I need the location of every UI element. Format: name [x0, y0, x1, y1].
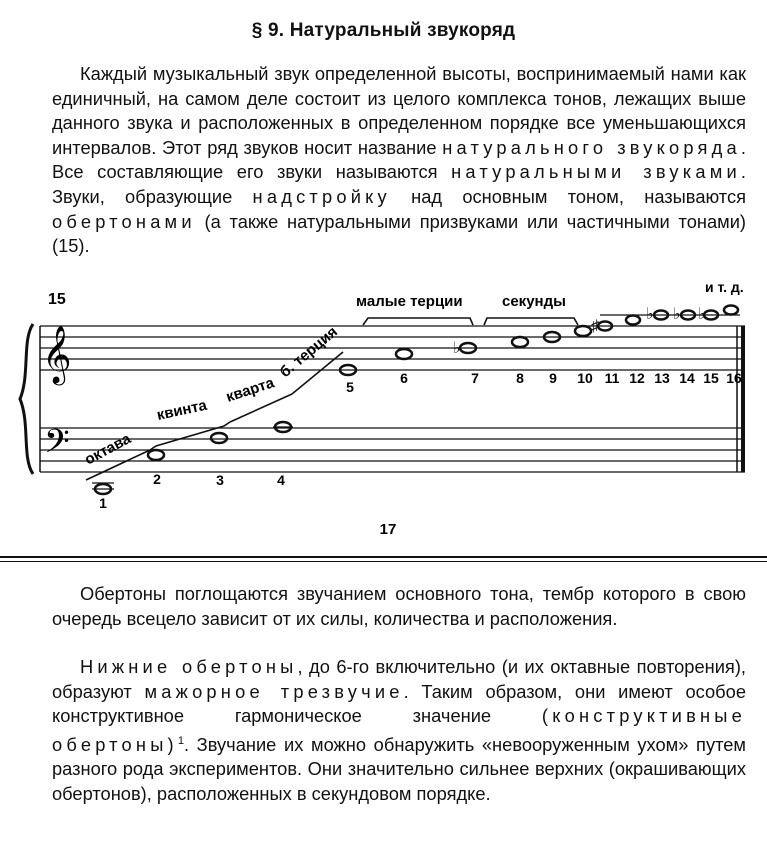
treble-staff [40, 326, 745, 370]
page-divider-top [0, 556, 767, 558]
figure-number: 17 [379, 521, 397, 538]
harmonic-number: 8 [516, 370, 524, 386]
label-major-third: б. терция [276, 323, 341, 382]
harmonic-number: 13 [654, 370, 670, 386]
note-16 [724, 306, 738, 315]
label-minor-thirds: малые терции [356, 293, 463, 310]
note-3 [211, 433, 227, 443]
interval-labels [82, 293, 566, 469]
bass-staff [40, 428, 745, 472]
footnote-marker: 1 [177, 734, 184, 747]
music-example [0, 280, 767, 540]
spaced-term-natural-scale: натурального звукоряда [442, 136, 741, 158]
spaced-term-major-triad: мажорное трезвучие [144, 680, 404, 702]
harmonic-number: 5 [346, 379, 354, 395]
harmonic-number: 4 [277, 472, 285, 488]
harmonic-number: 12 [629, 370, 645, 386]
harmonic-number: 6 [400, 370, 408, 386]
spaced-term-constructive: (конструктивные обертоны) [52, 705, 746, 755]
harmonic-number: 14 [679, 370, 695, 386]
paragraph-intro [52, 62, 746, 259]
ending-label: и т. д. [705, 280, 744, 295]
note-2 [148, 450, 164, 460]
flat-icon: ♭ [453, 340, 461, 357]
note-6 [396, 349, 412, 359]
text-run: над основным тоном, называются [390, 185, 746, 207]
label-fourth: кварта [223, 374, 277, 406]
text-run: (а также натуральными призвуками или частичными тонами) (15). [52, 210, 746, 257]
flat-icon: ♭ [698, 306, 706, 323]
spaced-term-superstructure: надстройку [252, 185, 391, 207]
harmonic-number: 10 [577, 370, 593, 386]
harmonic-number: 9 [549, 370, 557, 386]
spaced-term-natural-sounds: натуральными звуками [451, 161, 741, 183]
harmonic-number: 15 [703, 370, 719, 386]
paragraph-lower-overtones [52, 655, 746, 807]
text-run: , до 6-го включительно (и их октавные повторения), образуют [52, 656, 746, 702]
flat-icon: ♭ [646, 306, 654, 323]
text-run: Каждый музыкальный звук определенной высоты, воспринимаемый нами как единичный, на самом деле состоит из целого комплекса тонов, лежащих выше данного звука и расположенных в определенном порядке все уменьшающихся интервалов. Этот ряд звуков носит название [52, 63, 746, 158]
paragraph-overtones: Обертоны поглощаются звучанием основного тона, тембр которого в свою очередь всецело зависит от их силы, количества и расположения. [52, 583, 746, 629]
label-seconds: секунды [502, 293, 566, 310]
label-fifth: квинта [155, 396, 209, 424]
note-12 [626, 316, 640, 325]
note-8 [512, 337, 528, 347]
treble-clef-icon: 𝄞 [42, 326, 72, 382]
flat-icon: ♭ [673, 306, 681, 323]
system-brace [20, 324, 33, 474]
harmonic-number: 16 [726, 370, 742, 386]
text-run: . Таким образом, они имеют особое конструктивное гармоническое значение [52, 680, 746, 727]
text-run: . Звучание их можно обнаружить «невооруженным ухом» путем разного рода экспериментов. Они значительно сильнее верхних (окрашивающих обертонов), расположенных в секундовом порядке. [52, 733, 746, 805]
spaced-term-overtones: обертонами [52, 210, 196, 232]
bass-clef-icon: 𝄢 [44, 424, 70, 468]
text-run: . Звуки, образующие [52, 161, 746, 207]
note-10 [575, 326, 591, 336]
harmonic-number: 7 [471, 370, 479, 386]
page-divider-bottom [0, 561, 767, 562]
spaced-term-lower-overtones: Нижние обертоны [80, 656, 298, 677]
harmonic-number: 2 [153, 471, 161, 487]
label-octave: октава [81, 430, 134, 469]
harmonic-number: 11 [604, 370, 620, 386]
harmonic-number: 1 [99, 495, 107, 511]
section-heading: § 9. Натуральный звукоряд [251, 20, 516, 41]
harmonic-number: 3 [216, 472, 224, 488]
sharp-icon: ♯ [591, 318, 599, 335]
text-run: . Все составляющие его звуки называются [52, 136, 746, 183]
example-number: 15 [48, 291, 66, 308]
harmonic-numbers [99, 370, 742, 511]
